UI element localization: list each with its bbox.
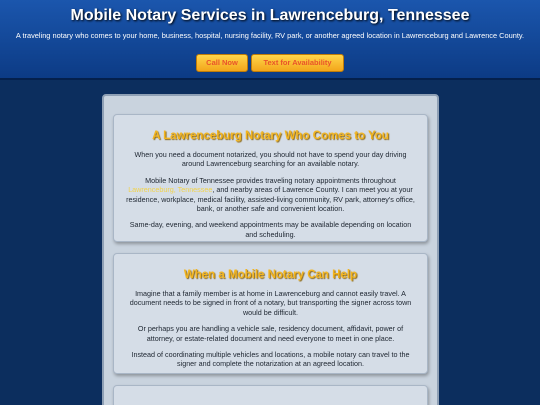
header-tagline: A traveling notary who comes to your home, business, hospital, nursing facility, RV park, or another agreed location in Lawrenceburg and Lawrence County.	[15, 31, 525, 40]
section-heading: A Lawrenceburg Notary Who Comes to You	[152, 130, 389, 142]
content-panel	[102, 94, 439, 405]
site-header	[0, 0, 540, 80]
text-availability-button[interactable]: Text for Availability	[251, 54, 344, 72]
section-heading: When a Mobile Notary Can Help	[183, 269, 358, 281]
section-paragraph	[124, 176, 417, 214]
section-card-notary-comes	[113, 114, 428, 242]
page-title: Mobile Notary Services in Lawrenceburg, Tennessee	[70, 7, 470, 24]
section-card-when-help	[113, 253, 428, 374]
section-paragraph: Or perhaps you are handling a vehicle sale, residency document, affidavit, power of attorney, or estate-related document and need everyone to meet in one place.	[137, 324, 404, 343]
paragraph-text: Mobile Notary of Tennessee provides traveling notary appointments throughout	[145, 175, 396, 185]
section-paragraph: Imagine that a family member is at home in Lawrenceburg and cannot easily travel. A document needs to be signed in front of a notary, but transporting the signer across town would be difficult.	[129, 289, 412, 317]
lawrenceburg-link[interactable]: Lawrenceburg, Tennessee	[128, 185, 213, 195]
call-now-button[interactable]: Call Now	[196, 54, 248, 72]
section-paragraph: Instead of coordinating multiple vehicles and locations, a mobile notary can travel to the signer and complete the notarization at an agreed location.	[131, 350, 410, 369]
section-paragraph: Same-day, evening, and weekend appointments may be available depending on location and scheduling.	[129, 220, 412, 239]
section-card-next	[113, 385, 428, 405]
paragraph-text: , and nearby areas of Lawrence County. I can meet you at your residence, workplace, medical facility, assisted-living community, RV park, attorney's office, bank, or another safe and convenient location.	[126, 185, 415, 214]
section-paragraph: When you need a document notarized, you should not have to spend your day driving around Lawrenceburg searching for an available notary.	[134, 150, 407, 169]
